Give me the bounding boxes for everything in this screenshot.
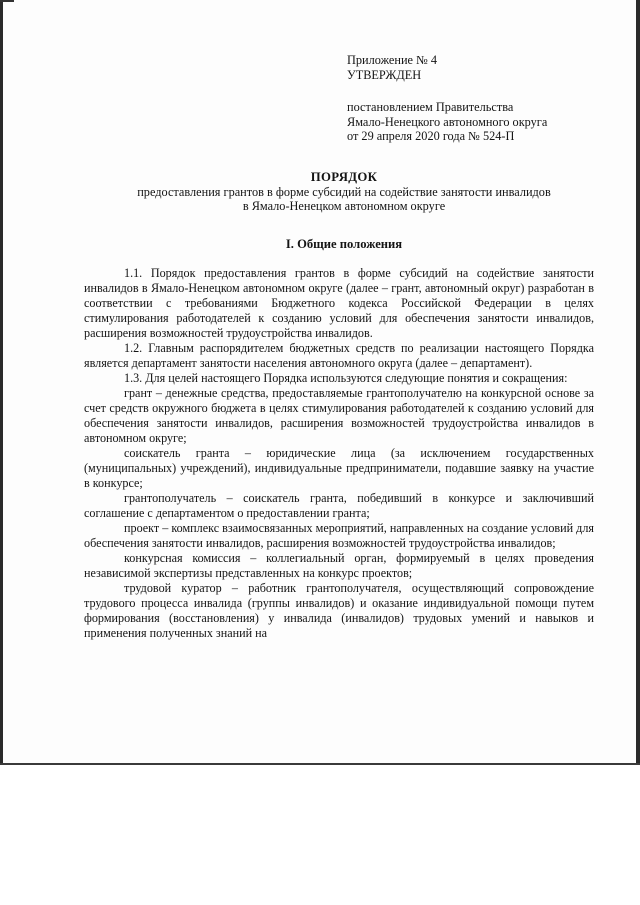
scan-edge-left bbox=[0, 0, 3, 765]
approval-line-1: постановлением Правительства bbox=[347, 100, 514, 115]
paragraph-1-3: 1.3. Для целей настоящего Порядка используются следующие понятия и сокращения: bbox=[124, 371, 568, 385]
appendix-label: Приложение № 4 bbox=[347, 53, 438, 67]
subtitle-line-1: предоставления грантов в форме субсидий на содействие занятости инвалидов bbox=[137, 185, 551, 199]
definition-curator: трудовой куратор – работник грантополучателя, осуществляющий сопровождение трудового процесса инвалида (группы инвалидов) и оказание индивидуальной помощи путем формирования (восстановления) у инвалида (инвалидов) трудовых умений и навыков и применения полученных знаний на bbox=[84, 581, 594, 640]
paragraph-1-1: 1.1. Порядок предоставления грантов в форме субсидий на содействие занятости инвалидов в Ямало-Ненецком автономном округе (далее – грант, автономный округ) разработан в соответствии с требованиями Бюджетного кодекса Российской Федерации в целях стимулирования работодателей к созданию условий для обеспечения занятости инвалидов, расширения возможностей трудоустройства инвалидов. bbox=[84, 266, 594, 340]
definition-recipient: грантополучатель – соискатель гранта, победивший в конкурсе и заключивший соглашение с департаментом о предоставлении гранта; bbox=[84, 491, 594, 520]
definition-commission: конкурсная комиссия – коллегиальный орган, формируемый в целях проведения независимой экспертизы представленных на конкурс проектов; bbox=[84, 551, 594, 580]
subtitle-line-2: в Ямало-Ненецком автономном округе bbox=[242, 199, 446, 214]
document-body bbox=[84, 266, 594, 641]
section-heading: I. Общие положения bbox=[285, 237, 403, 251]
definition-applicant: соискатель гранта – юридические лица (за исключением государственных (муниципальных) учреждений), индивидуальные предприниматели, подавшие заявку на участие в конкурсе; bbox=[84, 446, 594, 490]
scan-edge-right bbox=[636, 0, 640, 765]
approved-label: УТВЕРЖДЕН bbox=[347, 67, 422, 82]
document-title: ПОРЯДОК bbox=[310, 170, 378, 184]
definition-grant: грант – денежные средства, предоставляемые грантополучателю на конкурсной основе за счет средств окружного бюджета в целях стимулирования работодателей к созданию условий для обеспечения занятости инвалидов, расширения возможностей трудоустройства инвалидов в автономном округе; bbox=[84, 386, 594, 445]
approval-line-2: Ямало-Ненецкого автономного округа bbox=[347, 114, 548, 129]
definition-project: проект – комплекс взаимосвязанных мероприятий, направленных на создание условий для обеспечения занятости инвалидов, расширения возможностей трудоустройства инвалидов; bbox=[84, 521, 594, 550]
scan-corner-mark bbox=[0, 0, 14, 2]
approval-line-3: от 29 апреля 2020 года № 524-П bbox=[347, 129, 515, 144]
approval-block bbox=[347, 53, 627, 144]
paragraph-1-2: 1.2. Главным распорядителем бюджетных средств по реализации настоящего Порядка является департамент занятости населения автономного округа (далее – департамент). bbox=[84, 341, 594, 370]
document-subtitle bbox=[84, 185, 604, 214]
scan-edge-bottom bbox=[0, 763, 640, 765]
